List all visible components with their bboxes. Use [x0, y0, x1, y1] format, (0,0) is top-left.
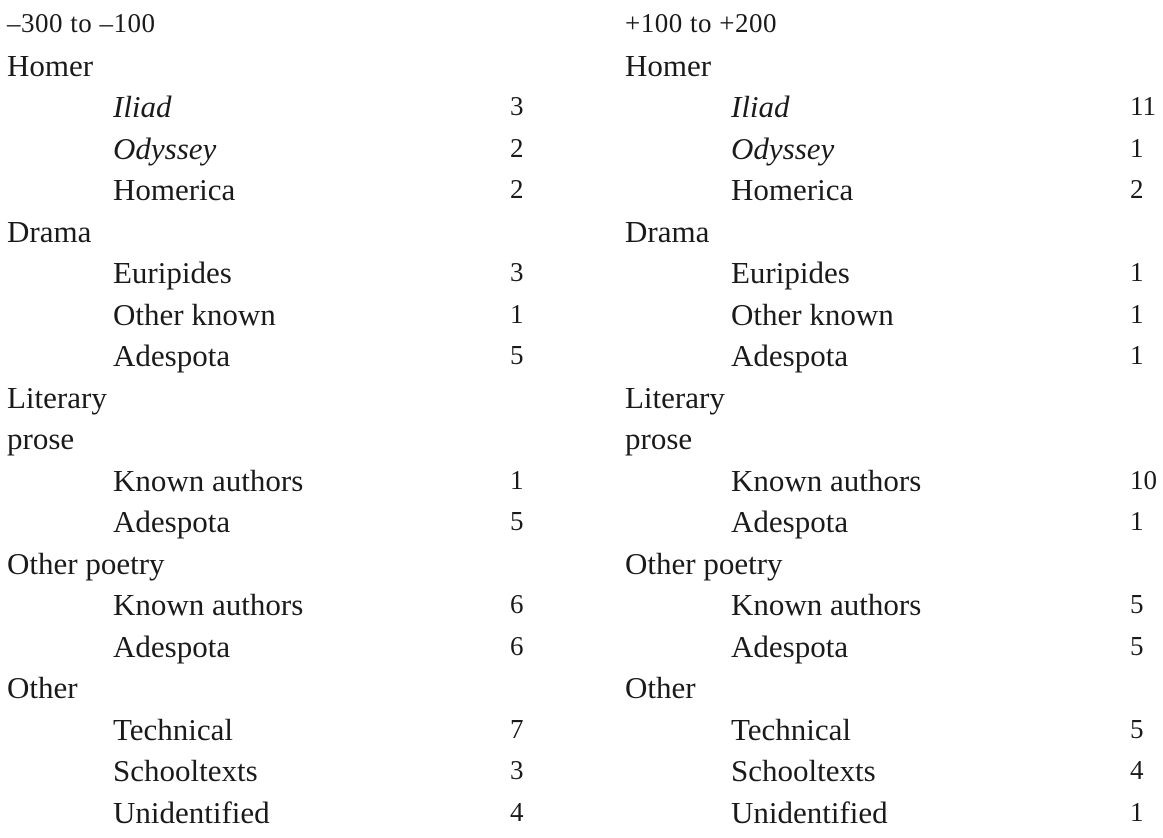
count-value: 1	[510, 298, 524, 329]
subcategory-label: Other known	[113, 296, 276, 332]
category-row	[7, 335, 567, 377]
count-value: 1	[1130, 506, 1144, 536]
category-row	[7, 626, 567, 668]
subcategory-label: Odyssey	[113, 130, 217, 166]
category-label: Homer	[7, 47, 94, 83]
category-label: Drama	[625, 213, 710, 249]
subcategory-label: Unidentified	[731, 794, 888, 830]
subcategory-label: Homerica	[113, 172, 236, 207]
category-heading	[625, 418, 1163, 460]
category-list	[625, 45, 1163, 834]
category-row	[625, 626, 1163, 668]
category-row	[625, 169, 1163, 211]
category-row	[625, 584, 1163, 626]
category-row	[625, 128, 1163, 170]
subcategory-label: Technical	[113, 711, 234, 747]
count-value: 2	[510, 174, 524, 204]
category-row	[7, 460, 567, 502]
category-row	[625, 86, 1163, 128]
subcategory-label: Known authors	[731, 587, 922, 622]
count-value: 6	[510, 630, 524, 661]
count-value: 4	[510, 796, 524, 827]
category-label: Drama	[7, 213, 92, 249]
subcategory-label: Homerica	[731, 172, 854, 207]
count-value: 1	[1130, 298, 1144, 329]
subcategory-label: Odyssey	[731, 130, 835, 166]
category-row	[625, 709, 1163, 751]
count-value: 3	[510, 755, 524, 785]
count-value: 5	[510, 340, 524, 370]
subcategory-label: Adespota	[731, 504, 849, 539]
category-row	[7, 584, 567, 626]
subcategory-label: Adespota	[113, 504, 231, 539]
category-heading	[7, 543, 567, 585]
count-value: 2	[510, 132, 524, 163]
category-label: Other poetry	[7, 545, 165, 581]
period-heading	[625, 3, 1163, 45]
category-heading	[7, 667, 567, 709]
category-label: Other poetry	[625, 545, 783, 581]
subcategory-label: Known authors	[731, 462, 922, 498]
category-row	[7, 750, 567, 792]
category-label: Other	[625, 670, 696, 705]
subcategory-label: Known authors	[113, 587, 304, 622]
count-value: 7	[510, 713, 524, 744]
count-value: 3	[510, 257, 524, 287]
column-late-period	[625, 3, 1163, 833]
category-label: Homer	[625, 47, 712, 83]
category-label: Literary	[7, 379, 107, 415]
subcategory-label: Unidentified	[113, 794, 270, 830]
count-value: 5	[1130, 589, 1144, 619]
category-heading	[625, 377, 1163, 419]
category-row	[625, 252, 1163, 294]
category-heading	[7, 377, 567, 419]
subcategory-label: Iliad	[731, 89, 790, 124]
count-value: 1	[1130, 796, 1144, 827]
period-label: –300 to –100	[7, 8, 156, 38]
subcategory-label: Known authors	[113, 462, 304, 498]
category-heading	[625, 543, 1163, 585]
count-value: 1	[510, 464, 524, 495]
category-heading	[625, 211, 1163, 253]
category-row	[625, 750, 1163, 792]
category-row	[625, 460, 1163, 502]
period-heading	[7, 3, 567, 45]
subcategory-label: Euripides	[731, 255, 850, 290]
category-row	[625, 792, 1163, 834]
count-value: 1	[1130, 132, 1144, 163]
count-value: 5	[510, 506, 524, 536]
category-row	[7, 294, 567, 336]
count-value: 5	[1130, 713, 1144, 744]
category-label: prose	[625, 421, 693, 456]
subcategory-label: Adespota	[731, 628, 849, 664]
count-value: 1	[1130, 340, 1144, 370]
category-heading	[7, 418, 567, 460]
count-value: 2	[1130, 174, 1144, 204]
category-label: prose	[7, 421, 75, 456]
category-row	[7, 252, 567, 294]
category-row	[7, 128, 567, 170]
category-row	[7, 169, 567, 211]
category-row	[7, 792, 567, 834]
category-label: Literary	[625, 379, 725, 415]
count-value: 11	[1130, 91, 1156, 121]
column-early-period	[7, 3, 567, 833]
count-value: 6	[510, 589, 524, 619]
subcategory-label: Technical	[731, 711, 852, 747]
category-row	[7, 709, 567, 751]
subcategory-label: Adespota	[731, 338, 849, 373]
category-row	[7, 501, 567, 543]
subcategory-label: Euripides	[113, 255, 232, 290]
subcategory-label: Schooltexts	[113, 753, 258, 788]
category-row	[7, 86, 567, 128]
category-heading	[7, 211, 567, 253]
subcategory-label: Schooltexts	[731, 753, 876, 788]
subcategory-label: Iliad	[113, 89, 172, 124]
category-heading	[625, 667, 1163, 709]
category-list	[7, 45, 567, 834]
category-heading	[625, 45, 1163, 87]
category-heading	[7, 45, 567, 87]
count-value: 4	[1130, 755, 1144, 785]
count-value: 5	[1130, 630, 1144, 661]
count-value: 1	[1130, 257, 1144, 287]
period-label: +100 to +200	[625, 8, 777, 38]
subcategory-label: Other known	[731, 296, 894, 332]
count-value: 3	[510, 91, 524, 121]
category-label: Other	[7, 670, 78, 705]
subcategory-label: Adespota	[113, 628, 231, 664]
category-row	[625, 501, 1163, 543]
category-row	[625, 294, 1163, 336]
subcategory-label: Adespota	[113, 338, 231, 373]
count-value: 10	[1130, 464, 1157, 495]
category-row	[625, 335, 1163, 377]
